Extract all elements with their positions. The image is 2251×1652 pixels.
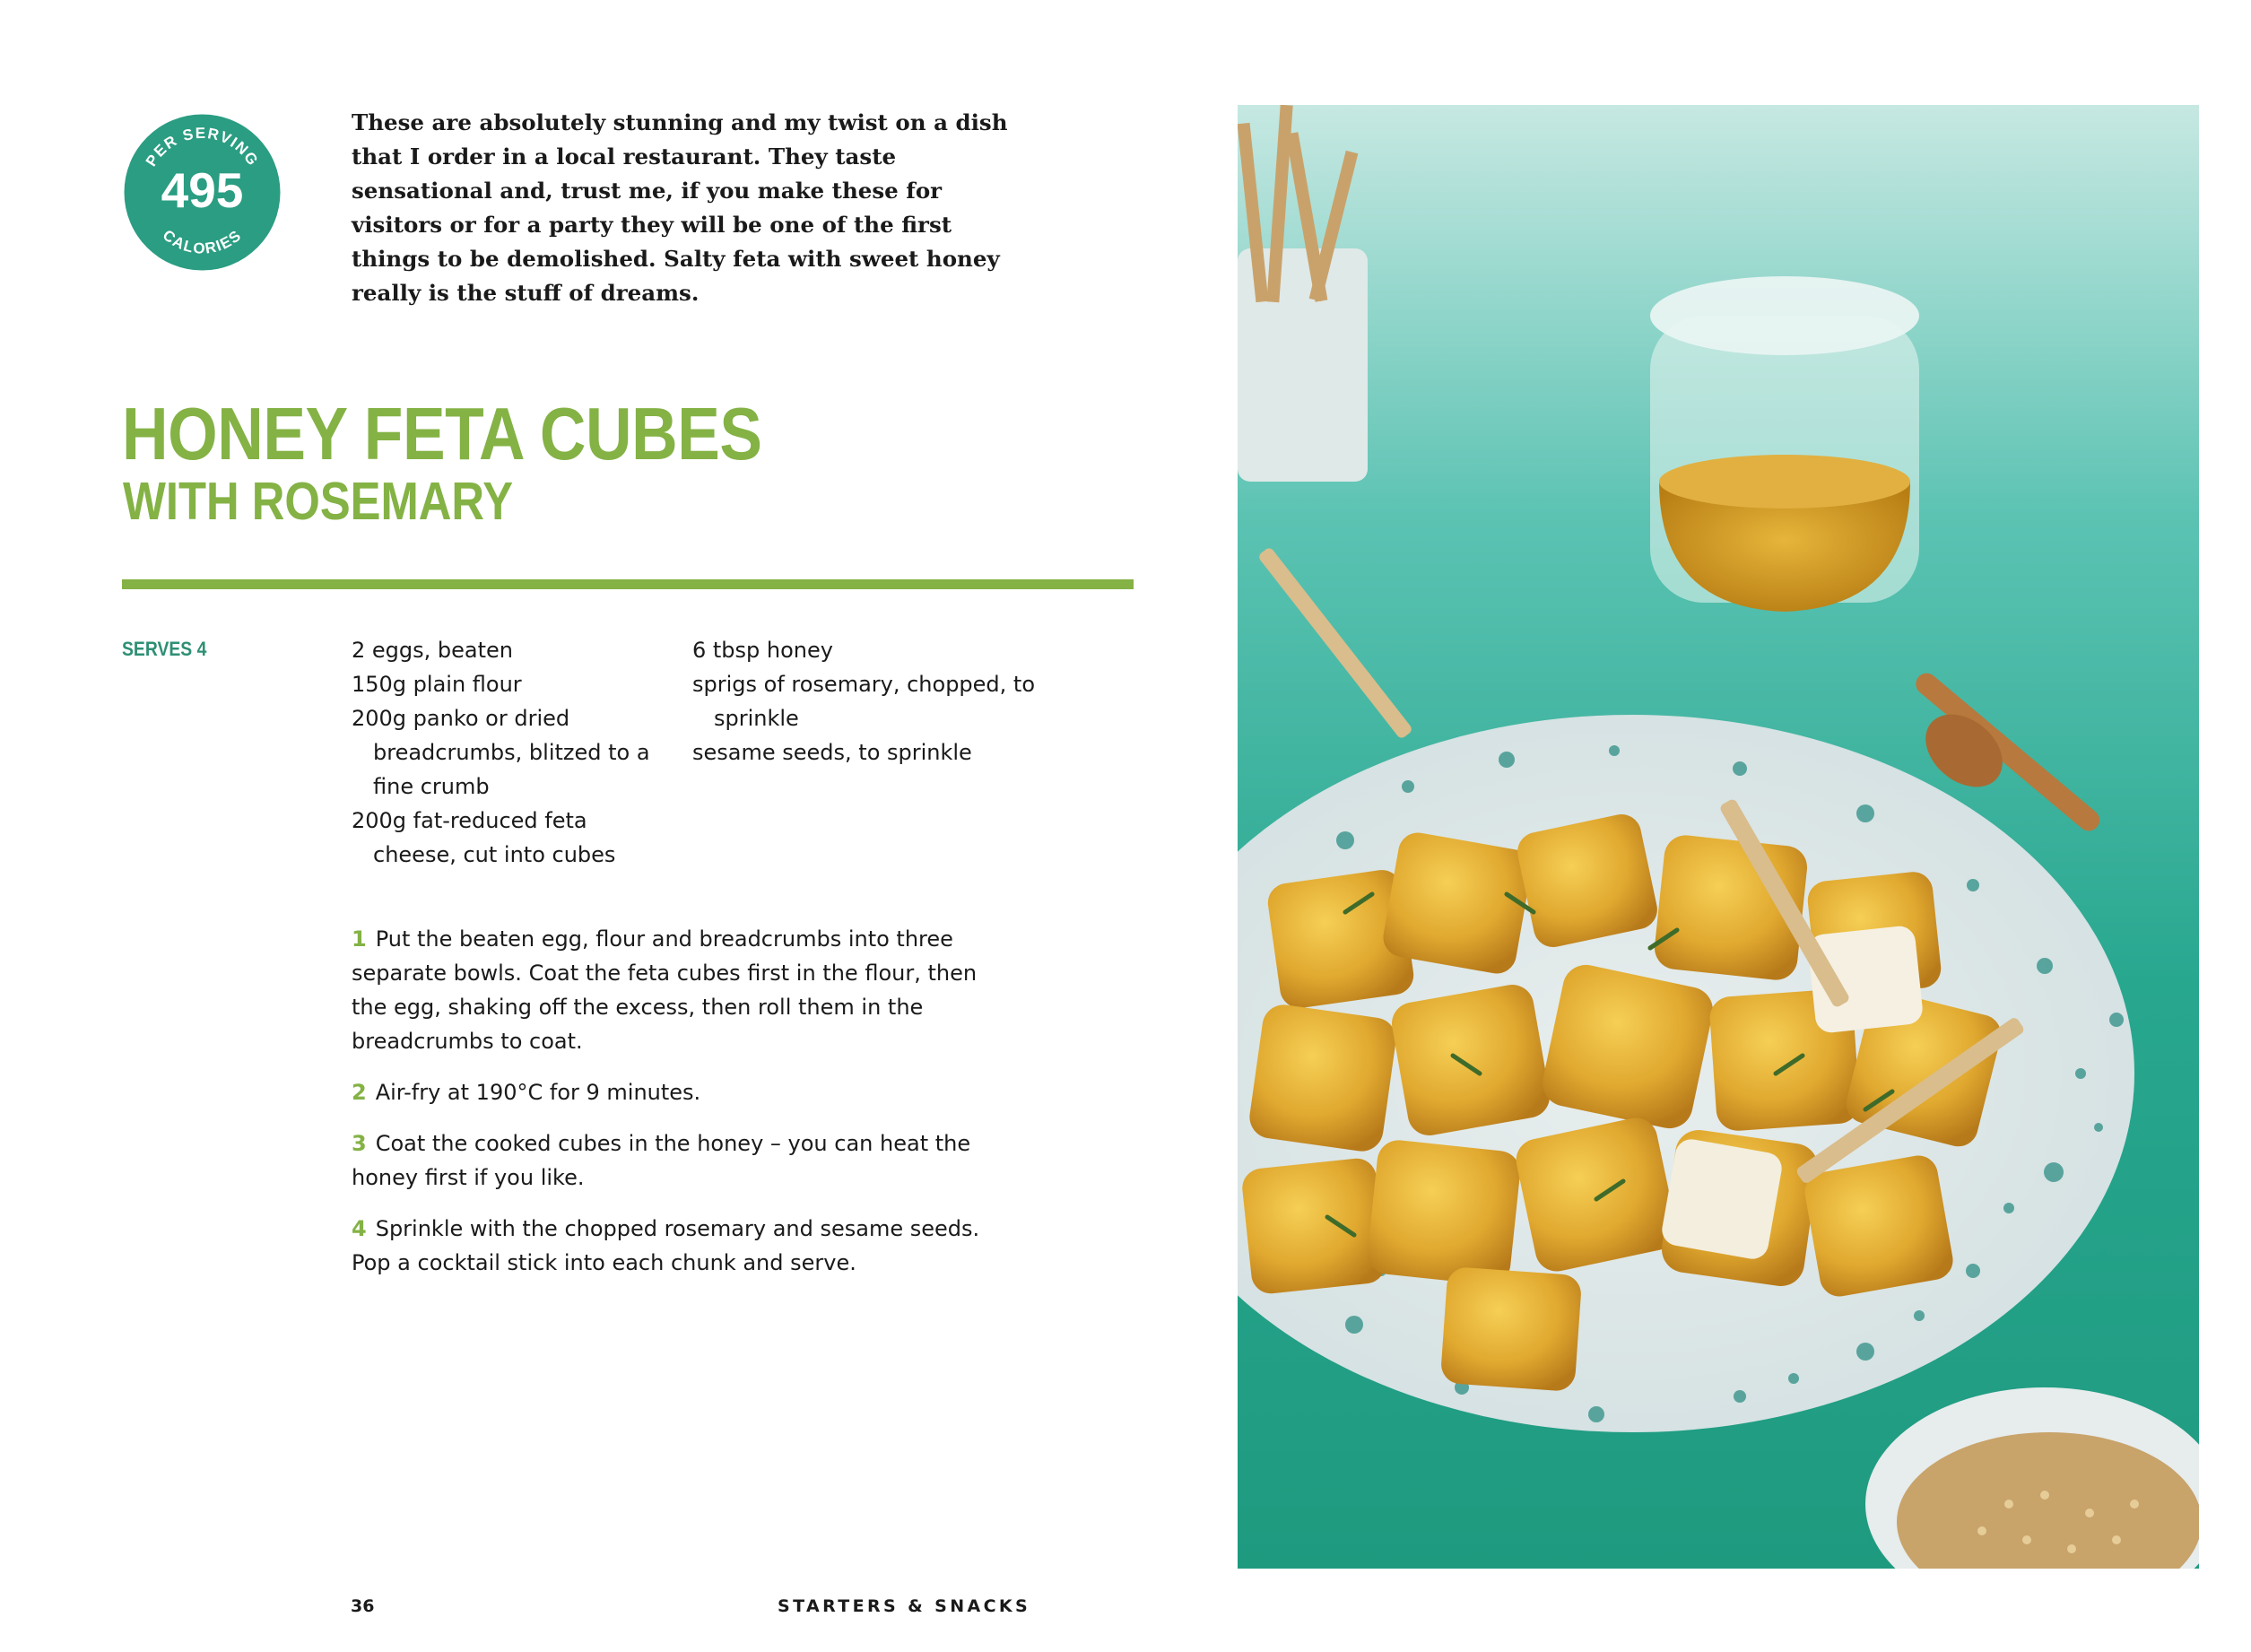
step-text: Coat the cooked cubes in the honey – you can heat the honey first if you like. <box>352 1131 971 1190</box>
method-step <box>352 1212 988 1280</box>
page-number: 36 <box>351 1596 375 1616</box>
badge-bottom-text: CALORIES <box>159 226 246 257</box>
calories-badge-graphic <box>124 114 281 271</box>
method-step <box>352 922 988 1058</box>
recipe-title: HONEY FETA CUBES <box>122 392 762 475</box>
ingredient-item: 2 eggs, beaten <box>352 638 513 663</box>
title-divider <box>122 579 1134 589</box>
ingredient-item: 200g panko or dried breadcrumbs, blitzed to a fine crumb <box>352 706 650 799</box>
ingredient-item: sprigs of rosemary, chopped, to sprinkle <box>692 672 1036 731</box>
badge-top-text: PER SERVING <box>142 124 263 170</box>
ingredient-item: 200g fat-reduced feta cheese, cut into cubes <box>352 808 616 867</box>
food-photo <box>1238 105 2199 1569</box>
method-step <box>352 1075 988 1109</box>
step-number: 1 <box>352 926 367 952</box>
method-steps <box>352 922 988 1297</box>
step-text: Sprinkle with the chopped rosemary and sesame seeds. Pop a cocktail stick into each chunk and serve. <box>352 1216 980 1275</box>
recipe-subtitle: WITH ROSEMARY <box>123 472 514 531</box>
section-name: STARTERS & SNACKS <box>778 1596 1031 1616</box>
step-number: 4 <box>352 1216 367 1241</box>
step-number: 2 <box>352 1080 367 1105</box>
badge-calorie-value: 495 <box>161 162 244 218</box>
ingredients-column-2 <box>692 633 1042 769</box>
step-text: Air-fry at 190°C for 9 minutes. <box>375 1080 701 1105</box>
ingredient-item: 150g plain flour <box>352 672 522 697</box>
step-number: 3 <box>352 1131 367 1156</box>
method-step <box>352 1126 988 1195</box>
food-photo-illustration <box>1238 105 2199 1569</box>
intro-paragraph: These are absolutely stunning and my twist on a dish that I order in a local restaurant. They taste sensational and, trust me, if you make these for visitors or for a party they will be one of the first things to be demolished. Salty feta with sweet honey really is the stuff of dreams. <box>352 109 1008 306</box>
calories-badge <box>124 114 281 271</box>
ingredient-item: 6 tbsp honey <box>692 638 833 663</box>
ingredient-item: sesame seeds, to sprinkle <box>692 740 972 765</box>
serves-label: SERVES 4 <box>122 638 207 660</box>
ingredients-column-1 <box>352 633 674 872</box>
step-text: Put the beaten egg, flour and breadcrumbs into three separate bowls. Coat the feta cubes first in the flour, then the egg, shaking off the excess, then roll them in the breadcrumbs to coat. <box>352 926 978 1054</box>
